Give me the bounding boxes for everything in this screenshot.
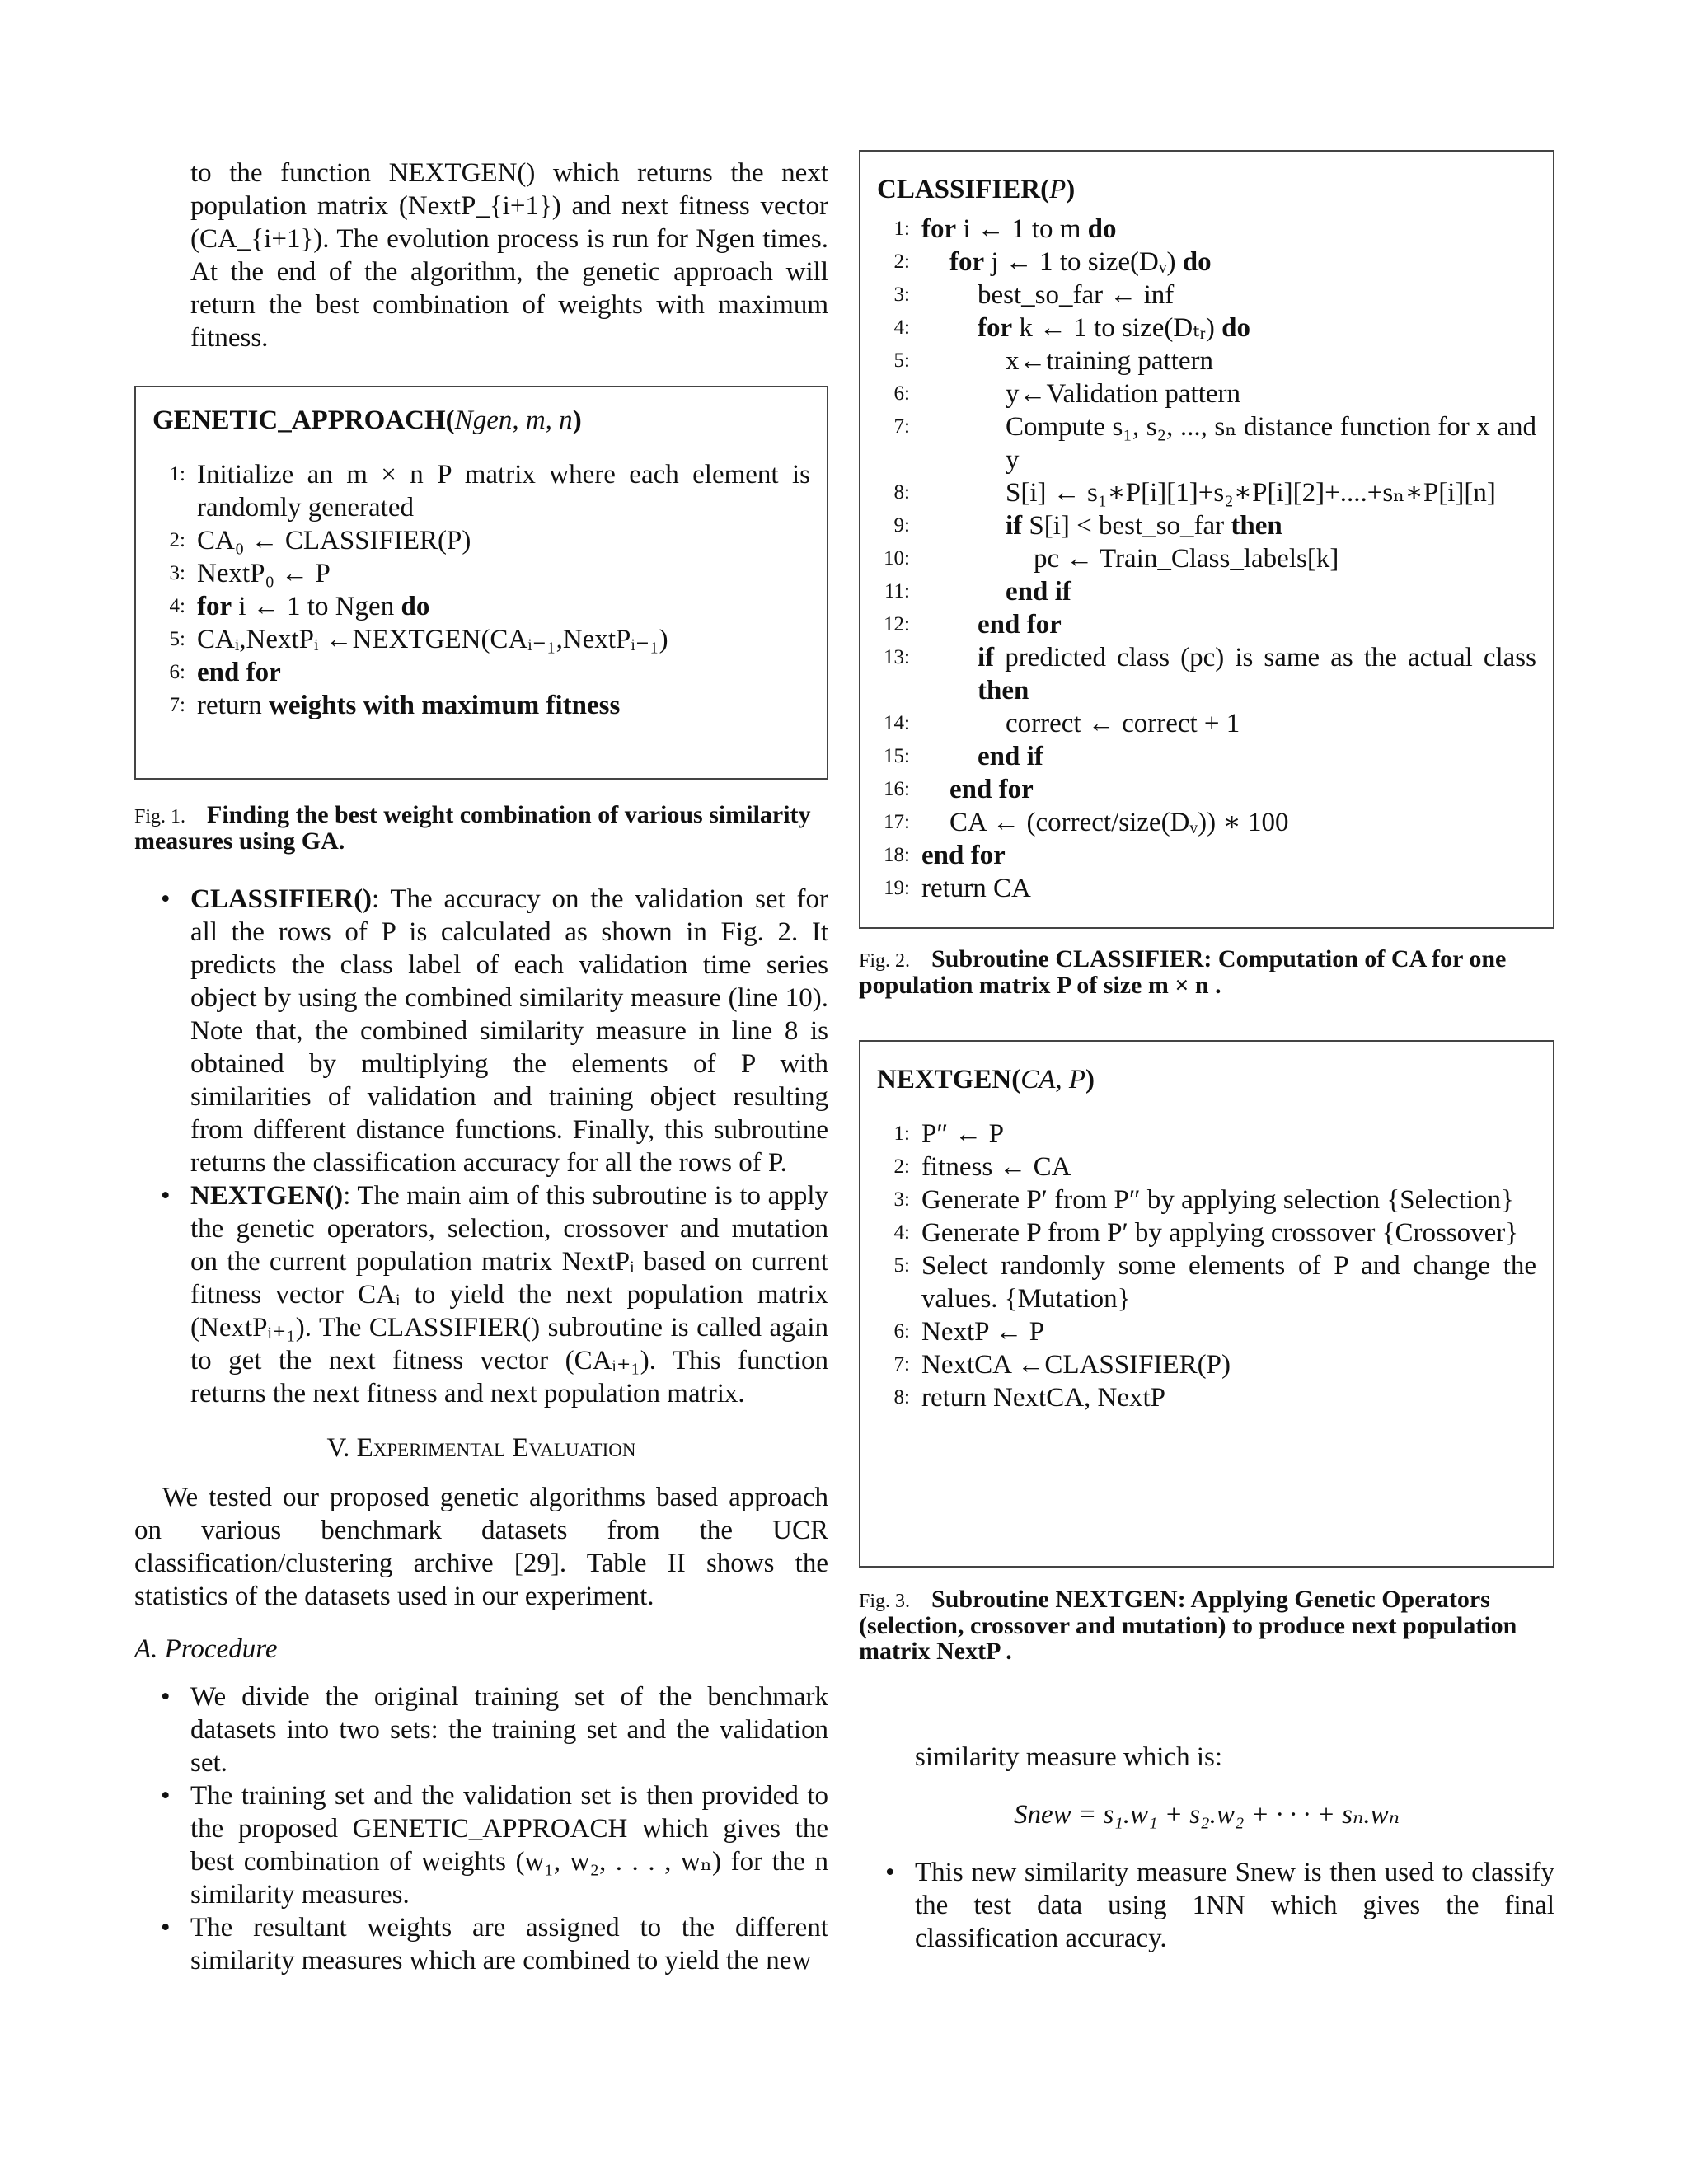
figure-2-caption: Fig. 2. Subroutine CLASSIFIER: Computation of CA for one population matrix P of size m × n . <box>859 945 1507 999</box>
line-text: end if <box>978 742 1043 771</box>
line-number: 4: <box>893 1221 910 1244</box>
section-paragraph: We tested our proposed genetic algorithms based approach on various benchmark datasets from the UCR classification/clustering archive [29]. Table II shows the statistics of the datasets used in our experiment. <box>134 1483 828 1611</box>
line-number: 14: <box>884 712 910 734</box>
line-text: return weights with maximum fitness <box>197 691 621 720</box>
figure-1-caption: Fig. 1. Finding the best weight combination of various similarity measures using GA. <box>134 801 811 855</box>
line-text: for j ← 1 to size(Dᵥ) do <box>950 247 1212 277</box>
line-text: pc ← Train_Class_labels[k] <box>1034 544 1339 574</box>
line-number: 16: <box>884 778 910 800</box>
algorithm-line <box>877 1118 1536 1151</box>
line-number: 3: <box>893 284 910 306</box>
algorithm-line <box>877 509 1536 542</box>
algorithm-line <box>877 1348 1536 1381</box>
line-number: 7: <box>169 694 185 716</box>
line-number: 6: <box>893 1320 910 1343</box>
line-text: for i ← 1 to Ngen do <box>197 592 430 621</box>
list-item: • The resultant weights are assigned to the different similarity measures which are combined to yield the new <box>134 1911 828 1977</box>
algorithm-line <box>152 590 810 623</box>
line-number: 18: <box>884 844 910 866</box>
algorithm-line <box>877 279 1536 312</box>
algorithm-line <box>877 1151 1536 1183</box>
figure-1-lines <box>152 458 810 722</box>
algorithm-line <box>152 656 810 689</box>
algorithm-line <box>877 344 1536 377</box>
figure-3-title: NEXTGEN(CA, P) <box>877 1065 1095 1094</box>
algorithm-line <box>152 557 810 590</box>
line-number: 9: <box>893 514 910 537</box>
line-number: 11: <box>884 580 910 602</box>
algorithm-line <box>877 312 1536 344</box>
line-number: 2: <box>169 529 185 551</box>
algorithm-line <box>877 608 1536 641</box>
subsection-heading: A. Procedure <box>134 1634 278 1664</box>
subroutine-description-list <box>134 883 828 1410</box>
line-number: 12: <box>884 613 910 635</box>
line-number: 8: <box>893 481 910 504</box>
line-text: return CA <box>921 874 1031 903</box>
left-column <box>134 157 828 1977</box>
line-text: for i ← 1 to m do <box>921 214 1117 244</box>
figure-2-lines <box>877 213 1536 905</box>
line-text: end for <box>921 841 1006 870</box>
line-text: CAᵢ,NextPᵢ ←NEXTGEN(CAᵢ₋₁,NextPᵢ₋₁) <box>197 625 668 654</box>
procedure-list <box>134 1680 828 1977</box>
algorithm-line <box>877 377 1536 410</box>
algorithm-line <box>152 458 810 524</box>
line-text: for k ← 1 to size(Dₜᵣ) do <box>978 313 1250 343</box>
algorithm-line <box>877 1249 1536 1315</box>
line-number: 4: <box>169 595 185 617</box>
line-text: correct ← correct + 1 <box>1006 709 1240 738</box>
line-number: 2: <box>893 1155 910 1178</box>
line-text: Select randomly some elements of P and change the values. {Mutation} <box>921 1251 1536 1314</box>
line-text: NextCA ←CLASSIFIER(P) <box>921 1350 1231 1380</box>
line-number: 17: <box>884 811 910 833</box>
line-text: S[i] ← s₁∗P[i][1]+s₂∗P[i][2]+....+sₙ∗P[i][n] <box>1006 478 1496 508</box>
line-number: 5: <box>893 349 910 372</box>
line-text: Generate P′ from P″ by applying selection {Selection} <box>921 1185 1514 1215</box>
combined-similarity-equation: Snew = s₁.w₁ + s₂.w₂ + · · · + sₙ.wₙ <box>1014 1800 1400 1830</box>
algorithm-line <box>152 524 810 557</box>
line-text: best_so_far ← inf <box>978 280 1175 310</box>
line-number: 19: <box>884 877 910 899</box>
algorithm-line <box>152 689 810 722</box>
line-text: Initialize an m × n P matrix where each element is randomly generated <box>197 460 810 523</box>
line-number: 1: <box>893 1122 910 1145</box>
line-number: 7: <box>893 415 910 438</box>
line-text: return NextCA, NextP <box>921 1383 1166 1413</box>
line-text: P″ ← P <box>921 1119 1004 1149</box>
line-number: 5: <box>169 628 185 650</box>
line-number: 1: <box>169 463 185 485</box>
line-text: y←Validation pattern <box>1006 379 1241 409</box>
line-number: 13: <box>884 646 910 668</box>
algorithm-line <box>877 773 1536 806</box>
line-text: if predicted class (pc) is same as the actual class then <box>978 643 1536 705</box>
figure-3-caption: Fig. 3. Subroutine NEXTGEN: Applying Genetic Operators (selection, crossover and mutation) to produce next population matrix NextP . <box>859 1586 1517 1665</box>
algorithm-line <box>877 575 1536 608</box>
algorithm-line <box>877 641 1536 707</box>
line-text: if S[i] < best_so_far then <box>1006 511 1282 541</box>
line-text: end if <box>1006 577 1071 607</box>
algorithm-line <box>877 410 1536 476</box>
line-text: CA ← (correct/size(Dᵥ)) ∗ 100 <box>950 808 1289 837</box>
algorithm-line <box>877 872 1536 905</box>
algorithm-line <box>877 1216 1536 1249</box>
algorithm-line <box>877 1183 1536 1216</box>
list-item: • The training set and the validation set is then provided to the proposed GENETIC_APPROACH which gives the best combination of weights (w₁, w₂, . . . , wₙ) for the n similarity measures. <box>134 1779 828 1911</box>
line-number: 8: <box>893 1386 910 1408</box>
line-number: 15: <box>884 745 910 767</box>
line-number: 3: <box>893 1188 910 1211</box>
list-item: • CLASSIFIER(): The accuracy on the validation set for all the rows of P is calculated as shown in Fig. 2. It predicts the class label of each validation time series object by using the combined similarity measure (line 10). Note that, the combined similarity measure in line 8 is obtained by multiplying the elements of P with similarities of validation and training object resulting from different distance functions. Finally, this subroutine returns the classification accuracy for all the rows of P. <box>134 883 828 1179</box>
line-number: 4: <box>893 316 910 339</box>
algorithm-line <box>152 623 810 656</box>
algorithm-line <box>877 740 1536 773</box>
intro-paragraph: to the function NEXTGEN() which returns the next population matrix (NextP_{i+1}) and next fitness vector (CA_{i+1}). The evolution process is run for Ngen times. At the end of the algorithm, the genetic approach will return the best combination of weights with maximum fitness. <box>190 158 828 353</box>
algorithm-line <box>877 542 1536 575</box>
line-text: NextP₀ ← P <box>197 559 331 588</box>
line-number: 2: <box>893 251 910 273</box>
line-number: 1: <box>893 218 910 240</box>
right-column <box>859 150 1554 1955</box>
algorithm-line <box>877 213 1536 246</box>
figure-2-title: CLASSIFIER(P) <box>877 175 1076 204</box>
continued-paragraph: similarity measure which is: <box>915 1742 1223 1772</box>
line-text: end for <box>197 658 281 687</box>
algorithm-line <box>877 1315 1536 1348</box>
list-item: • We divide the original training set of the benchmark datasets into two sets: the training set and the validation set. <box>134 1680 828 1779</box>
figure-3-lines <box>877 1118 1536 1414</box>
list-item: • NEXTGEN(): The main aim of this subroutine is to apply the genetic operators, selection, crossover and mutation on the current population matrix NextPᵢ based on current fitness vector CAᵢ to yield the next population matrix (NextPᵢ₊₁). The CLASSIFIER() subroutine is called again to get the next fitness vector (CAᵢ₊₁). This function returns the next fitness and next population matrix. <box>134 1179 828 1410</box>
line-text: end for <box>978 610 1062 640</box>
line-text: Compute s₁, s₂, ..., sₙ distance function for x and y <box>1006 412 1536 475</box>
line-text: Generate P from P′ by applying crossover {Crossover} <box>921 1218 1519 1248</box>
line-text: CA₀ ← CLASSIFIER(P) <box>197 526 471 555</box>
figure-2-algorithm <box>859 150 1554 929</box>
line-text: end for <box>950 775 1034 804</box>
line-number: 6: <box>893 382 910 405</box>
line-text: fitness ← CA <box>921 1152 1071 1182</box>
algorithm-line <box>877 476 1536 509</box>
figure-3-algorithm <box>859 1040 1554 1568</box>
line-number: 3: <box>169 562 185 584</box>
algorithm-line <box>877 707 1536 740</box>
algorithm-line <box>877 806 1536 839</box>
algorithm-line <box>877 246 1536 279</box>
line-text: NextP ← P <box>921 1317 1045 1347</box>
final-list <box>859 1856 1554 1955</box>
figure-1-algorithm <box>134 386 828 780</box>
line-text: x←training pattern <box>1006 346 1214 376</box>
algorithm-line <box>877 1381 1536 1414</box>
section-heading: V. Experimental Evaluation <box>326 1433 636 1463</box>
figure-1-title: GENETIC_APPROACH(Ngen, m, n) <box>152 405 582 435</box>
algorithm-line <box>877 839 1536 872</box>
line-number: 10: <box>884 547 910 569</box>
line-number: 7: <box>893 1353 910 1376</box>
line-number: 5: <box>893 1254 910 1277</box>
line-number: 6: <box>169 661 185 683</box>
list-item: • This new similarity measure Snew is then used to classify the test data using 1NN which gives the final classification accuracy. <box>859 1856 1554 1955</box>
